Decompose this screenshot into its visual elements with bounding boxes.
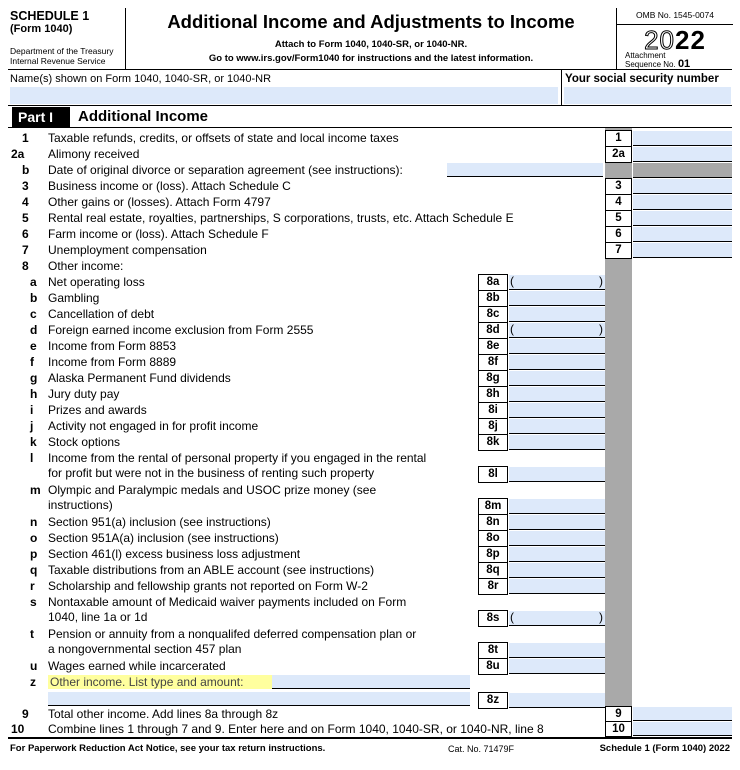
subline-box-label: 8l — [478, 466, 508, 483]
subline-box-label: 8i — [478, 402, 508, 419]
header-left — [8, 8, 126, 70]
subline-text: Jury duty pay — [48, 387, 120, 401]
part-title: Additional Income — [78, 108, 209, 125]
paren-close: ) — [599, 322, 603, 336]
other-income-type-input-2[interactable] — [48, 692, 470, 706]
line-number: 3 — [22, 179, 29, 193]
catalog-number: Cat. No. 71479F — [448, 744, 515, 754]
subline-text: Income from the rental of personal property if you engaged in the rental — [48, 451, 427, 465]
subline-amount-input[interactable] — [509, 323, 605, 338]
attachment-sequence — [625, 51, 690, 69]
subline-letter: t — [30, 627, 34, 641]
line-text: Date of original divorce or separation agreement (see instructions): — [48, 163, 403, 177]
subline-amount-input[interactable] — [509, 355, 605, 370]
paperwork-notice: For Paperwork Reduction Act Notice, see your tax return instructions. — [10, 743, 326, 754]
amount-input[interactable] — [633, 243, 732, 258]
subline-box-label: 8s — [478, 610, 508, 627]
subline-box-label: 8d — [478, 322, 508, 339]
form-footer — [8, 737, 732, 761]
subline-letter: k — [30, 435, 37, 449]
subline-text: Income from Form 8889 — [48, 355, 177, 369]
subline-text: Pension or annuity from a nonqualifed deferred compensation plan or — [48, 627, 417, 641]
line-number: 1 — [22, 131, 29, 145]
subline-amount-input[interactable] — [509, 307, 605, 322]
goto-instruction: Go to www.irs.gov/Form1040 for instructions and the latest information. — [208, 53, 534, 64]
subline-text: Alaska Permanent Fund dividends — [48, 371, 231, 385]
header-right — [616, 8, 732, 70]
sequence-line — [625, 60, 690, 69]
subline-text-2: a nongovernmental section 457 plan — [48, 642, 242, 656]
ssn-input[interactable] — [564, 87, 731, 104]
subline-text: Income from Form 8853 — [48, 339, 177, 353]
line-text: Alimony received — [48, 147, 140, 161]
line-text: Farm income or (loss). Attach Schedule F — [48, 227, 269, 241]
subline-amount-input[interactable] — [509, 371, 605, 386]
paren-open: ( — [510, 322, 514, 336]
subline-letter: n — [30, 515, 38, 529]
ssn-label: Your social security number — [565, 73, 719, 85]
form-header — [8, 8, 732, 70]
subline-letter: i — [30, 403, 34, 417]
subline-amount-input[interactable] — [509, 611, 605, 626]
subline-text: Activity not engaged in for profit income — [48, 419, 259, 433]
divorce-date-input[interactable] — [447, 163, 603, 177]
subline-amount-input[interactable] — [509, 547, 605, 562]
subline-text: Section 461(l) excess business loss adjustment — [48, 547, 301, 561]
subline-letter: s — [30, 595, 37, 609]
subline-box-label: 8k — [478, 434, 508, 451]
subline-amount-input[interactable] — [509, 515, 605, 530]
attachment-label: Attachment — [625, 51, 666, 60]
paren-open: ( — [510, 610, 514, 624]
shaded-amount — [633, 163, 732, 178]
total-number: 9 — [22, 707, 29, 721]
subline-letter: u — [30, 659, 38, 673]
tax-year-prefix: 20 — [644, 25, 675, 55]
subline-letter: h — [30, 387, 38, 401]
total-number: 10 — [11, 722, 25, 736]
subline-amount-input[interactable] — [509, 275, 605, 290]
subline-letter: c — [30, 307, 37, 321]
subline-letter: d — [30, 323, 38, 337]
paren-close: ) — [599, 610, 603, 624]
subline-box-label: 8r — [478, 578, 508, 595]
sequence-label: Sequence No. — [625, 60, 676, 69]
total-text: Combine lines 1 through 7 and 9. Enter here and on Form 1040, 1040-SR, or 1040-NR, line 8 — [48, 722, 544, 736]
subline-letter: a — [30, 275, 37, 289]
subline-amount-input[interactable] — [509, 403, 605, 418]
subline-amount-input[interactable] — [509, 499, 605, 514]
department-label: Department of the Treasury Internal Revenue Service — [10, 46, 114, 66]
subline-box-label: 8e — [478, 338, 508, 355]
paren-open: ( — [510, 274, 514, 288]
subline-box-label: 8m — [478, 498, 508, 515]
total-amount-input[interactable] — [633, 707, 732, 721]
subline-text: Stock options — [48, 435, 121, 449]
subline-amount-input[interactable] — [509, 531, 605, 546]
ssn-box — [561, 70, 732, 106]
line-box-label: 2a — [605, 146, 632, 163]
attach-instruction: Attach to Form 1040, 1040-SR, or 1040-NR. — [274, 39, 468, 50]
subline-text: Prizes and awards — [48, 403, 147, 417]
subline-letter: p — [30, 547, 38, 561]
line-box-label: 7 — [605, 242, 632, 259]
subline-amount-input[interactable] — [509, 419, 605, 434]
line-number: 4 — [22, 195, 29, 209]
subline-box-label: 8t — [478, 642, 508, 659]
line-box-label: 5 — [605, 210, 632, 227]
total-box-label: 9 — [605, 706, 632, 722]
subline-text-2: 1040, line 1a or 1d — [48, 610, 148, 624]
subline-box-label: 8z — [478, 692, 508, 709]
subline-amount-input[interactable] — [509, 693, 605, 708]
subline-text: Net operating loss — [48, 275, 145, 289]
subline-amount-input[interactable] — [509, 659, 605, 674]
subline-text: Other income. List type and amount: — [48, 675, 278, 689]
subline-box-label: 8o — [478, 530, 508, 547]
line-text: Other gains or (losses). Attach Form 4797 — [48, 195, 271, 209]
line-number: 7 — [22, 243, 29, 257]
subline-amount-input[interactable] — [509, 563, 605, 578]
line-box-label: 3 — [605, 178, 632, 195]
subline-box-label: 8p — [478, 546, 508, 563]
subline-text: Scholarship and fellowship grants not reported on Form W-2 — [48, 579, 368, 593]
subline-amount-input[interactable] — [509, 579, 605, 594]
line-text: Other income: — [48, 259, 124, 273]
subline-box-label: 8g — [478, 370, 508, 387]
subline-text: Nontaxable amount of Medicaid waiver payments included on Form — [48, 595, 407, 609]
subline-letter: e — [30, 339, 37, 353]
subline-box-label: 8n — [478, 514, 508, 531]
subline-text: Wages earned while incarcerated — [48, 659, 226, 673]
header-middle — [126, 8, 616, 70]
line-box-label: 4 — [605, 194, 632, 211]
subline-letter: l — [30, 451, 34, 465]
subline-text-2: for profit but were not in the business of renting such property — [48, 466, 375, 480]
sequence-number: 01 — [677, 58, 691, 70]
part-label: Part I — [12, 107, 70, 127]
subline-amount-input[interactable] — [509, 387, 605, 402]
subline-text-2: instructions) — [48, 498, 113, 512]
subline-amount-input[interactable] — [509, 435, 605, 450]
form-label: (Form 1040) — [10, 23, 73, 35]
line-text: Business income or (loss). Attach Schedule C — [48, 179, 291, 193]
form-identifier: Schedule 1 (Form 1040) 2022 — [599, 743, 730, 754]
subline-letter: o — [30, 531, 38, 545]
omb-number: OMB No. 1545-0074 — [617, 10, 733, 25]
subline-text: Olympic and Paralympic medals and USOC prize money (see — [48, 483, 377, 497]
subline-box-label: 8a — [478, 274, 508, 291]
subline-box-label: 8b — [478, 290, 508, 307]
amount-input[interactable] — [633, 227, 732, 242]
other-income-type-input[interactable] — [272, 675, 470, 689]
subline-amount-input[interactable] — [509, 643, 605, 658]
line-text: Unemployment compensation — [48, 243, 207, 257]
schedule-label: SCHEDULE 1 — [10, 9, 90, 23]
subline-box-label: 8q — [478, 562, 508, 579]
line-number: b — [22, 163, 30, 177]
total-box-label: 10 — [605, 721, 632, 737]
amount-input[interactable] — [633, 147, 732, 162]
total-amount-input[interactable] — [633, 722, 732, 736]
line-box-label: 1 — [605, 130, 632, 147]
form-title: Additional Income and Adjustments to Income — [167, 11, 575, 32]
subline-text: Foreign earned income exclusion from Form 2555 — [48, 323, 314, 337]
paren-close: ) — [599, 274, 603, 288]
subline-amount-input[interactable] — [509, 467, 605, 482]
subline-amount-input[interactable] — [509, 339, 605, 354]
amount-input[interactable] — [633, 131, 732, 146]
tax-year-suffix: 22 — [675, 25, 706, 55]
name-input[interactable] — [10, 87, 558, 104]
subline-letter: z — [30, 675, 36, 689]
line-number: 5 — [22, 211, 29, 225]
subline-letter: f — [30, 355, 34, 369]
subline-box-label: 8f — [478, 354, 508, 371]
subline-letter: q — [30, 563, 38, 577]
subline-letter: g — [30, 371, 38, 385]
line-number: 2a — [11, 147, 25, 161]
name-row — [8, 70, 732, 106]
subline-box-label: 8c — [478, 306, 508, 323]
subline-letter: r — [30, 579, 35, 593]
line-text: Taxable refunds, credits, or offsets of state and local income taxes — [48, 131, 399, 145]
total-text: Total other income. Add lines 8a through 8z — [48, 707, 279, 721]
subline-text: Cancellation of debt — [48, 307, 155, 321]
line-number: 8 — [22, 259, 29, 273]
part-header — [8, 106, 732, 128]
amount-input[interactable] — [633, 179, 732, 194]
subline-text: Section 951A(a) inclusion (see instructions) — [48, 531, 279, 545]
subline-letter: m — [30, 483, 41, 497]
subline-box-label: 8h — [478, 386, 508, 403]
subline-letter: j — [30, 419, 34, 433]
subline-text: Taxable distributions from an ABLE account (see instructions) — [48, 563, 375, 577]
subline-text: Section 951(a) inclusion (see instructions) — [48, 515, 271, 529]
subline-amount-input[interactable] — [509, 291, 605, 306]
subline-box-label: 8j — [478, 418, 508, 435]
line-number: 6 — [22, 227, 29, 241]
subline-text: Gambling — [48, 291, 100, 305]
amount-input[interactable] — [633, 195, 732, 210]
name-label: Name(s) shown on Form 1040, 1040-SR, or 1040-NR — [10, 73, 272, 85]
subline-letter: b — [30, 291, 38, 305]
amount-input[interactable] — [633, 211, 732, 226]
line-text: Rental real estate, royalties, partnerships, S corporations, trusts, etc. Attach Schedule E — [48, 211, 514, 225]
line-box-label: 6 — [605, 226, 632, 243]
subline-box-label: 8u — [478, 658, 508, 675]
